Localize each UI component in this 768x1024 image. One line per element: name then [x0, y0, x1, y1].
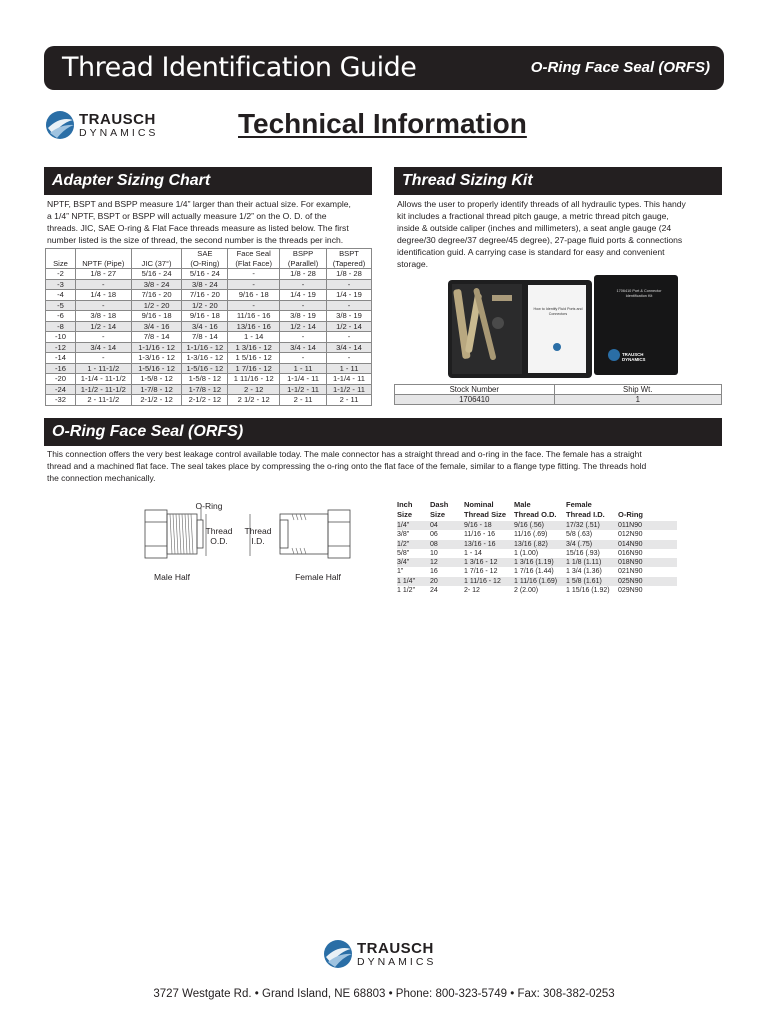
table-cell: 11/16 - 16	[228, 311, 280, 322]
table-cell: 1 - 11	[327, 363, 372, 374]
table-cell: 1 11/16 - 12	[464, 577, 514, 586]
table-cell: 3/4 (.75)	[566, 540, 618, 549]
table-cell: 1/2 - 14	[327, 321, 372, 332]
table-cell: 1-5/16 - 12	[131, 363, 182, 374]
table-row	[397, 549, 677, 558]
stock-number-value: 1706410	[395, 395, 555, 405]
table-cell: 1-3/16 - 12	[131, 353, 182, 364]
ship-weight-value: 1	[554, 395, 721, 405]
table-cell: 12	[430, 558, 464, 567]
table-cell: 1 3/16 - 12	[228, 342, 280, 353]
table-cell: -	[75, 332, 131, 343]
table-cell: -3	[46, 279, 76, 290]
table-row	[46, 279, 372, 290]
table-cell: 1/8 - 28	[280, 269, 327, 280]
guide-title: Thread Identification Guide	[62, 52, 417, 83]
table-row	[46, 300, 372, 311]
table-cell: 5/16 - 24	[182, 269, 228, 280]
header-line: Size	[430, 510, 446, 519]
orfs-description: This connection offers the very best leakage control available today. The male connector has a straight thread and o-ring in the face. The female has a straight thread and a machined flat face. The seal takes place by compressing the o-ring onto the flat face of the female, similar to a flange type fitting. The threads hold the connection mechanically.	[47, 449, 647, 483]
table-cell: 13/16 - 16	[228, 321, 280, 332]
table-cell: 1 1/2”	[397, 587, 415, 595]
table-cell: 1/4”	[397, 521, 430, 530]
table-row	[397, 540, 677, 549]
footer-logo	[323, 939, 436, 969]
table-row	[46, 353, 372, 364]
table-cell: 7/16 - 20	[131, 290, 182, 301]
table-cell: 3/4 - 14	[327, 342, 372, 353]
orfs-column-header	[618, 500, 677, 521]
male-half-label: Male Half	[154, 572, 190, 582]
adapter-column-header	[75, 249, 131, 269]
adapter-column-header	[280, 249, 327, 269]
table-row	[46, 374, 372, 385]
table-row	[46, 395, 372, 406]
header-line: SAE	[197, 249, 213, 258]
adapter-column-header	[228, 249, 280, 269]
table-cell: 1 (1.00)	[514, 549, 539, 557]
table-cell: -20	[46, 374, 76, 385]
table-row	[397, 530, 677, 539]
header-line: Size	[53, 258, 68, 268]
orfs-column-header	[514, 500, 566, 521]
table-row	[46, 269, 372, 280]
header-line: (Flat Face)	[235, 258, 273, 268]
globe-logo-icon	[45, 110, 75, 140]
table-cell: -12	[46, 342, 76, 353]
table-row	[46, 363, 372, 374]
table-cell: -	[75, 300, 131, 311]
table-cell: 2- 12	[464, 587, 480, 595]
stock-table	[394, 384, 722, 405]
table-cell: 1/4 - 18	[75, 290, 131, 301]
header-line: (Tapered)	[332, 258, 366, 268]
table-cell: 13/16 - 16	[464, 540, 514, 549]
table-cell: 5/8 (.63)	[566, 531, 593, 539]
table-cell: 1-1/2 - 11	[280, 384, 327, 395]
adapter-header-row	[46, 249, 372, 269]
table-cell: 1”	[397, 568, 404, 576]
table-cell: 2-1/2 - 12	[182, 395, 228, 406]
table-cell: 15/16 (.93)	[566, 549, 600, 557]
table-cell: 1/8 - 27	[75, 269, 131, 280]
stock-number-header: Stock Number	[395, 385, 555, 395]
table-cell: 1-1/4 - 11-1/2	[75, 374, 131, 385]
table-cell: 1 11/16 - 12	[228, 374, 280, 385]
kit-heading: Thread Sizing Kit	[394, 167, 722, 195]
table-cell: -32	[46, 395, 76, 406]
adapter-column-header	[46, 249, 76, 269]
table-cell: 2 - 11	[327, 395, 372, 406]
table-cell: 1-1/2 - 11-1/2	[75, 384, 131, 395]
table-cell: 06	[430, 531, 438, 539]
table-cell: 1-7/8 - 12	[131, 384, 182, 395]
table-cell: -6	[46, 311, 76, 322]
table-cell: 3/4 - 16	[131, 321, 182, 332]
case-logo-text: TRAUSCH DYNAMICS	[622, 352, 646, 362]
orfs-column-header	[566, 500, 618, 521]
table-cell: 1-3/16 - 12	[182, 353, 228, 364]
thread-id-label: Thread I.D.	[244, 526, 272, 546]
guide-subtitle: O-Ring Face Seal (ORFS)	[530, 59, 710, 76]
table-row	[46, 384, 372, 395]
table-cell: 24	[430, 587, 438, 595]
table-cell: 13/16 (.82)	[514, 540, 566, 549]
adapter-column-header	[131, 249, 182, 269]
table-cell: 1 - 11	[280, 363, 327, 374]
table-row	[397, 577, 677, 586]
table-cell: 1-5/16 - 12	[182, 363, 228, 374]
table-cell: 1 3/4 (1.36)	[566, 568, 602, 576]
table-cell: 1/4 - 19	[280, 290, 327, 301]
table-cell: 021N90	[618, 568, 643, 576]
logo-word-1: TRAUSCH	[79, 110, 156, 128]
table-cell: 3/4 - 14	[280, 342, 327, 353]
header-line: BSPP	[292, 249, 314, 258]
orfs-header-row	[397, 500, 677, 521]
table-cell: 11/16 (.69)	[514, 531, 548, 539]
table-cell: 1 7/16 - 12	[228, 363, 280, 374]
table-cell: 9/16 (.56)	[514, 521, 566, 530]
header-line: BSPT	[339, 249, 359, 258]
kit-photo	[448, 275, 678, 381]
table-row	[46, 290, 372, 301]
table-cell: 08	[430, 540, 464, 549]
table-cell: 1/4 - 19	[327, 290, 372, 301]
table-cell: 3/4 - 14	[75, 342, 131, 353]
table-cell: 11/16 - 16	[464, 531, 496, 539]
adapter-column-header	[182, 249, 228, 269]
table-cell: 014N90	[618, 540, 677, 549]
table-cell: 1 3/16 (1.19)	[514, 558, 566, 567]
table-cell: 1/2 - 20	[182, 300, 228, 311]
globe-logo-icon	[323, 939, 353, 969]
table-cell: -	[327, 279, 372, 290]
table-cell: 9/16 - 18	[464, 521, 514, 530]
page-title: Technical Information	[238, 108, 527, 139]
table-cell: 2 - 12	[228, 384, 280, 395]
table-cell: 1/8 - 28	[327, 269, 372, 280]
table-row	[46, 311, 372, 322]
case-label: 1706410 Port & Connector Identification Kit	[616, 289, 662, 298]
header-line: Nominal	[464, 500, 494, 509]
table-cell: 1/2”	[397, 540, 430, 549]
table-cell: 018N90	[618, 558, 677, 567]
table-cell: 3/8 - 24	[182, 279, 228, 290]
orfs-column-header	[397, 500, 430, 521]
table-cell: -16	[46, 363, 76, 374]
table-row	[397, 558, 677, 567]
table-cell: 3/8 - 18	[75, 311, 131, 322]
adapter-intro: NPTF, BSPT and BSPP measure 1/4” larger than their actual size. For example, a 1/4” NPTF, BSPT or BSPP will actually measure 1/2” on the O. D. of the threads. JIC, SAE O-ring & Flat Face threads measure as listed below. The first number listed is the size of thread, the second number is the threads per inch.	[47, 199, 351, 245]
table-cell: 012N90	[618, 531, 643, 539]
table-cell: 10	[430, 549, 438, 557]
table-cell: 1-7/8 - 12	[182, 384, 228, 395]
table-cell: -4	[46, 290, 76, 301]
table-cell: 5/16 - 24	[131, 269, 182, 280]
table-cell: 1 11/16 (1.69)	[514, 577, 566, 586]
header-line: Size	[397, 510, 413, 519]
table-cell: 011N90	[618, 521, 677, 530]
table-cell: 04	[430, 521, 464, 530]
header-line: Thread I.D.	[566, 510, 605, 519]
table-cell: -5	[46, 300, 76, 311]
header-line: NPTF (Pipe)	[82, 258, 125, 268]
table-cell: -	[327, 332, 372, 343]
adapter-column-header	[327, 249, 372, 269]
header-line: Female	[566, 500, 592, 509]
table-cell: 2 1/2 - 12	[228, 395, 280, 406]
table-cell: -14	[46, 353, 76, 364]
table-cell: 2 (2.00)	[514, 587, 539, 595]
header-line: Thread Size	[464, 510, 507, 519]
table-cell: -2	[46, 269, 76, 280]
header-line: (O-Ring)	[190, 258, 220, 268]
table-cell: -	[228, 279, 280, 290]
table-cell: -	[75, 353, 131, 364]
table-cell: 9/16 - 18	[182, 311, 228, 322]
table-cell: 1 1/8 (1.11)	[566, 558, 618, 567]
header-line: Male	[514, 500, 531, 509]
table-cell: 1 5/16 - 12	[228, 353, 280, 364]
table-cell: 1/2 - 20	[131, 300, 182, 311]
table-cell: -	[280, 353, 327, 364]
booklet-text: How to Identify Fluid Ports and Connectors	[533, 307, 583, 316]
orfs-heading: O-Ring Face Seal (ORFS)	[44, 418, 722, 446]
header-line: Dash	[430, 500, 449, 509]
header-line: O-Ring	[618, 510, 643, 519]
logo-word-2: DYNAMICS	[357, 955, 437, 968]
female-half-label: Female Half	[295, 572, 341, 582]
orfs-column-header	[430, 500, 464, 521]
logo-word-1: TRAUSCH	[357, 939, 434, 957]
header-line: Face Seal	[236, 249, 271, 258]
table-row	[46, 332, 372, 343]
table-cell: 1 7/16 - 12	[464, 568, 498, 576]
table-cell: -10	[46, 332, 76, 343]
table-cell: 025N90	[618, 577, 677, 586]
table-cell: -	[327, 353, 372, 364]
table-cell: 3/8 - 19	[327, 311, 372, 322]
table-cell: 1/2 - 14	[280, 321, 327, 332]
table-cell: 029N90	[618, 587, 643, 595]
ship-weight-header: Ship Wt.	[554, 385, 721, 395]
table-cell: 9/16 - 18	[228, 290, 280, 301]
table-cell: 1 5/8 (1.61)	[566, 577, 618, 586]
orfs-column-header	[464, 500, 514, 521]
table-cell: 3/4”	[397, 558, 430, 567]
orfs-table	[397, 500, 677, 595]
table-cell: -	[280, 279, 327, 290]
table-cell: 1 1/4”	[397, 577, 430, 586]
table-cell: 1 7/16 (1.44)	[514, 568, 554, 576]
table-cell: 17/32 (.51)	[566, 521, 618, 530]
header-banner	[44, 46, 724, 90]
table-cell: -8	[46, 321, 76, 332]
table-cell: 7/8 - 14	[182, 332, 228, 343]
table-cell: 1 15/16 (1.92)	[566, 587, 610, 595]
header-line: JIC (37°)	[141, 258, 172, 268]
oring-label: O-Ring	[195, 501, 223, 511]
header-line: (Parallel)	[287, 258, 319, 268]
table-cell: 1-5/8 - 12	[131, 374, 182, 385]
company-logo	[45, 110, 158, 140]
table-cell: 2-1/2 - 12	[131, 395, 182, 406]
table-cell: -24	[46, 384, 76, 395]
table-cell: 1-1/4 - 11	[327, 374, 372, 385]
table-cell: 1-5/8 - 12	[182, 374, 228, 385]
kit-description: Allows the user to properly identify threads of all hydraulic types. This handy kit includes a fractional thread pitch gauge, a metric thread pitch gauge, inside & outside caliper (inches and millimeters), a seat angle gauge (24 degree/30 degree/37 degree/45 degree), 27-page fluid ports & connections identification guid. A carrying case is standard for easy and convenient storage.	[397, 199, 686, 269]
table-row	[397, 586, 677, 595]
adapter-sizing-table	[45, 248, 372, 406]
table-cell: 3/4 - 16	[182, 321, 228, 332]
footer-address: 3727 Westgate Rd. • Grand Island, NE 68803 • Phone: 800-323-5749 • Fax: 308-382-0253	[153, 988, 615, 1000]
table-row	[397, 567, 677, 576]
header-line: Inch	[397, 500, 413, 509]
table-cell: 1 - 14	[464, 549, 482, 557]
table-cell: 2 - 11-1/2	[75, 395, 131, 406]
table-cell: 1/2 - 14	[75, 321, 131, 332]
table-row	[397, 521, 677, 530]
table-cell: -	[280, 332, 327, 343]
table-cell: 1 - 11-1/2	[75, 363, 131, 374]
table-cell: 3/8”	[397, 531, 410, 539]
table-cell: 7/16 - 20	[182, 290, 228, 301]
table-cell: -	[280, 300, 327, 311]
table-cell: 1 3/16 - 12	[464, 558, 514, 567]
table-cell: 5/8”	[397, 549, 410, 557]
table-cell: 20	[430, 577, 464, 586]
table-cell: 3/8 - 19	[280, 311, 327, 322]
table-cell: 9/16 - 18	[131, 311, 182, 322]
table-cell: 1-1/4 - 11	[280, 374, 327, 385]
table-cell: 16	[430, 568, 438, 576]
header-line: Thread O.D.	[514, 510, 557, 519]
table-cell: 7/8 - 14	[131, 332, 182, 343]
table-cell: -	[75, 279, 131, 290]
table-row	[46, 321, 372, 332]
table-cell: -	[327, 300, 372, 311]
table-row	[46, 342, 372, 353]
thread-od-label: Thread O.D.	[205, 526, 233, 546]
table-cell: -	[228, 269, 280, 280]
adapter-heading: Adapter Sizing Chart	[44, 167, 372, 195]
table-cell: 1-1/16 - 12	[131, 342, 182, 353]
table-cell: 1-1/2 - 11	[327, 384, 372, 395]
table-cell: -	[228, 300, 280, 311]
table-cell: 1-1/16 - 12	[182, 342, 228, 353]
table-cell: 3/8 - 24	[131, 279, 182, 290]
table-cell: 1 - 14	[228, 332, 280, 343]
logo-word-2: DYNAMICS	[79, 126, 159, 139]
table-cell: 016N90	[618, 549, 643, 557]
table-cell: 2 - 11	[280, 395, 327, 406]
